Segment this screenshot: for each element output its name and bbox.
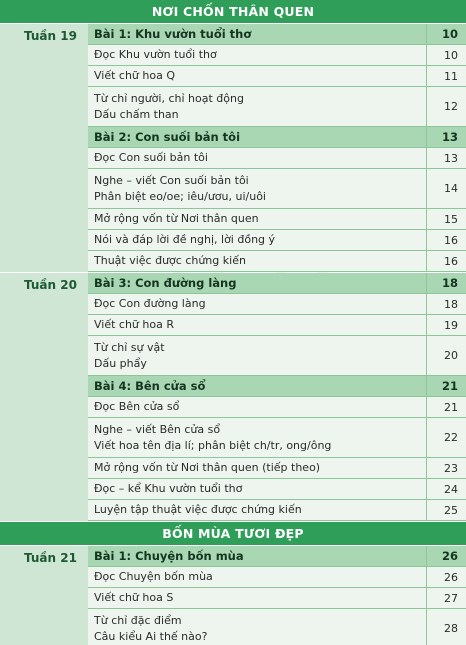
- toc-entry-row[interactable]: [88, 588, 466, 609]
- toc-entry-row[interactable]: [88, 294, 466, 315]
- page-number: 24: [426, 479, 466, 499]
- toc-entry-row[interactable]: [88, 169, 466, 209]
- lesson-heading-row[interactable]: [88, 546, 466, 567]
- week-rows: [88, 24, 466, 272]
- page-number: 13: [426, 127, 466, 147]
- week-block: [0, 546, 466, 645]
- entry-text: [88, 588, 426, 608]
- toc-entry-row[interactable]: [88, 209, 466, 230]
- toc-entry-row[interactable]: [88, 500, 466, 521]
- entry-line: Từ chỉ đặc điểm: [94, 613, 182, 627]
- lesson-title: Bài 1: Khu vườn tuổi thơ: [94, 27, 252, 41]
- entry-line: Phân biệt eo/oe; iêu/ươu, ui/uôi: [94, 189, 266, 203]
- page-number: 16: [426, 251, 466, 271]
- lesson-heading-row[interactable]: [88, 376, 466, 397]
- toc-entry-row[interactable]: [88, 251, 466, 272]
- page-number: 13: [426, 148, 466, 168]
- page-number: 19: [426, 315, 466, 335]
- entry-line: Viết hoa tên địa lí; phân biệt ch/tr, ong/ông: [94, 438, 332, 452]
- toc-entry-row[interactable]: [88, 418, 466, 458]
- entry-text: [88, 171, 426, 207]
- toc-entry-row[interactable]: [88, 315, 466, 336]
- toc-entry-row[interactable]: [88, 397, 466, 418]
- toc-entry-row[interactable]: [88, 87, 466, 127]
- lesson-heading-row[interactable]: [88, 273, 466, 294]
- page-number: 11: [426, 66, 466, 86]
- page-number: 20: [426, 336, 466, 375]
- entry-text: [88, 294, 426, 314]
- entry-text: [88, 420, 426, 456]
- page-number: 22: [426, 418, 466, 457]
- entry-text: [88, 458, 426, 478]
- section-banner: BỐN MÙA TƯƠI ĐẸP: [0, 522, 466, 546]
- lesson-title: Bài 3: Con đường làng: [94, 276, 237, 290]
- lesson-title: Bài 1: Chuyện bốn mùa: [94, 549, 244, 563]
- entry-text: [88, 89, 426, 125]
- entry-text: [88, 251, 426, 271]
- week-rows: [88, 273, 466, 521]
- entry-text: [88, 315, 426, 335]
- entry-line: Luyện tập thuật việc được chứng kiến: [94, 503, 302, 516]
- lesson-title: Bài 4: Bên cửa sổ: [94, 379, 206, 393]
- toc-entry-row[interactable]: [88, 458, 466, 479]
- week-rows: [88, 546, 466, 645]
- week-block: [0, 273, 466, 522]
- entry-line: Đọc Khu vườn tuổi thơ: [94, 48, 217, 61]
- toc-entry-row[interactable]: [88, 66, 466, 87]
- entry-line: Đọc Bên cửa sổ: [94, 400, 180, 413]
- page-number: 14: [426, 169, 466, 208]
- entry-line: Đọc Con đường làng: [94, 297, 206, 310]
- toc-entry-row[interactable]: [88, 148, 466, 169]
- entry-line: Mở rộng vốn từ Nơi thân quen: [94, 212, 259, 225]
- week-label: Tuần 19: [0, 24, 88, 272]
- entry-line: Nói và đáp lời đề nghị, lời đồng ý: [94, 233, 276, 246]
- toc-entry-row[interactable]: [88, 230, 466, 251]
- entry-text: [88, 567, 426, 587]
- entry-text: [88, 230, 426, 250]
- toc-entry-row[interactable]: [88, 45, 466, 66]
- page-number: 15: [426, 209, 466, 229]
- entry-text: [88, 209, 426, 229]
- page-number: 27: [426, 588, 466, 608]
- entry-text: [88, 397, 426, 417]
- entry-line: Dấu phẩy: [94, 356, 147, 370]
- week-label: Tuần 21: [0, 546, 88, 645]
- lesson-heading-row[interactable]: [88, 127, 466, 148]
- page-number: 12: [426, 87, 466, 126]
- week-block: [0, 24, 466, 273]
- entry-text: [88, 45, 426, 65]
- entry-line: Đọc – kể Khu vườn tuổi thơ: [94, 482, 243, 495]
- entry-line: Mở rộng vốn từ Nơi thân quen (tiếp theo): [94, 461, 321, 474]
- entry-line: Nghe – viết Con suối bản tôi: [94, 173, 249, 187]
- entry-text: [88, 479, 426, 499]
- entry-text: [88, 500, 426, 520]
- page-number: 16: [426, 230, 466, 250]
- page-number: 21: [426, 376, 466, 396]
- entry-line: Đọc Chuyện bốn mùa: [94, 570, 213, 583]
- entry-line: Dấu chấm than: [94, 107, 179, 121]
- entry-line: Viết chữ hoa R: [94, 318, 174, 331]
- entry-text: [88, 611, 426, 645]
- toc-entry-row[interactable]: [88, 479, 466, 500]
- entry-line: Viết chữ hoa Q: [94, 69, 176, 82]
- page-number: 10: [426, 45, 466, 65]
- page-number: 18: [426, 294, 466, 314]
- entry-line: Từ chỉ sự vật: [94, 340, 165, 354]
- page-number: 23: [426, 458, 466, 478]
- entry-text: [88, 338, 426, 374]
- page-number: 26: [426, 546, 466, 566]
- toc-entry-row[interactable]: [88, 567, 466, 588]
- entry-line: Viết chữ hoa S: [94, 591, 174, 604]
- toc-entry-row[interactable]: [88, 609, 466, 645]
- section-banner: NƠI CHỐN THÂN QUEN: [0, 0, 466, 24]
- lesson-title: Bài 2: Con suối bản tôi: [94, 130, 241, 144]
- entry-text: [88, 148, 426, 168]
- entry-line: Thuật việc được chứng kiến: [94, 254, 246, 267]
- page-number: 26: [426, 567, 466, 587]
- entry-line: Đọc Con suối bản tôi: [94, 151, 208, 164]
- toc-entry-row[interactable]: [88, 336, 466, 376]
- page-number: 10: [426, 24, 466, 44]
- page-number: 25: [426, 500, 466, 520]
- entry-line: Nghe – viết Bên cửa sổ: [94, 422, 221, 436]
- week-label: Tuần 20: [0, 273, 88, 521]
- entry-line: Từ chỉ người, chỉ hoạt động: [94, 91, 244, 105]
- page-number: 28: [426, 609, 466, 645]
- entry-line: Câu kiểu Ai thế nào?: [94, 629, 208, 643]
- lesson-heading-row[interactable]: [88, 24, 466, 45]
- entry-text: [88, 66, 426, 86]
- page-number: 21: [426, 397, 466, 417]
- page-number: 18: [426, 273, 466, 293]
